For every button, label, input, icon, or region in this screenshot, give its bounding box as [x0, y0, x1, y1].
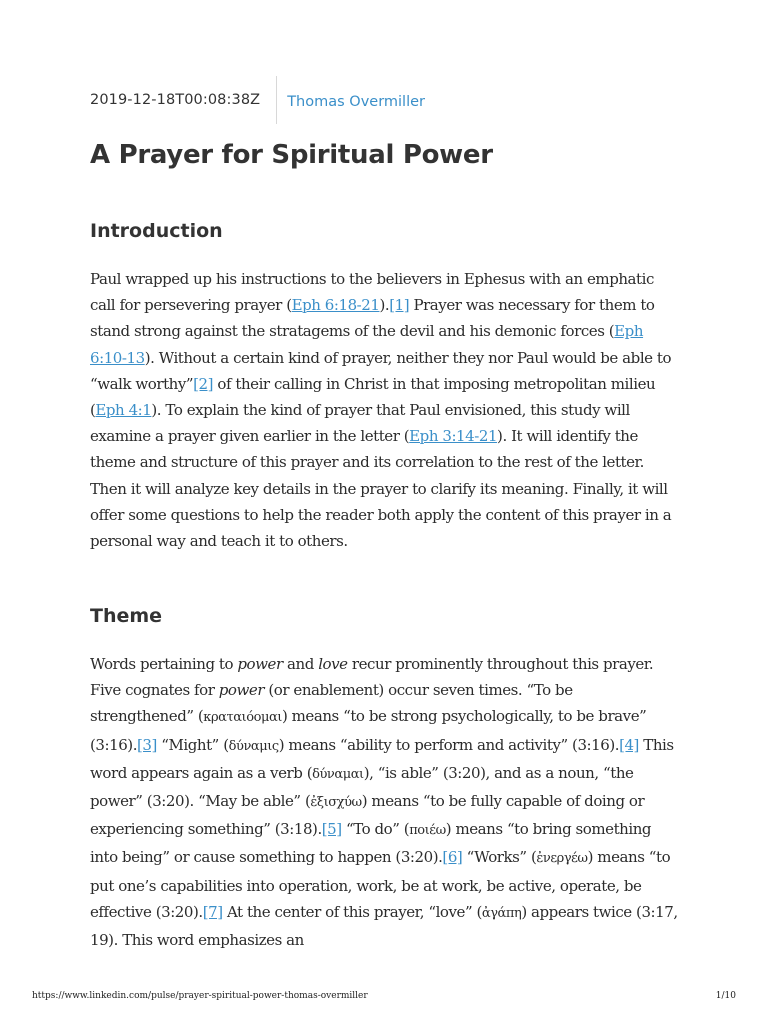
- footnote-link[interactable]: [1]: [389, 296, 410, 315]
- text-run: ). Without a certain kind of prayer, neither they nor Paul would be able to “walk worthy”: [90, 348, 672, 393]
- print-footer: [0, 991, 768, 1007]
- text-run: ). To explain the kind of prayer that Paul envisioned, this study will examine a prayer given earlier in the letter (: [90, 401, 630, 446]
- greek-term: ἐξισχύω: [310, 795, 362, 811]
- footnote-link[interactable]: [4]: [619, 735, 639, 754]
- text-run: ).: [379, 296, 390, 315]
- text-run: “To do” (: [341, 820, 410, 839]
- publish-date: 2019-12-18T00:08:38Z: [90, 92, 261, 108]
- paragraph-theme: [90, 651, 680, 953]
- text-run: “Works” (: [462, 848, 537, 867]
- text-run: Words pertaining to: [90, 655, 238, 673]
- text-run: ) appears twice (3:17, 19). This word emphasizes an: [90, 902, 678, 950]
- paragraph-introduction: [90, 266, 680, 554]
- text-run: ). It will identify the theme and structure of this prayer and its correlation to the rest of the letter. Then it will analyze key details in the prayer to clarify its meaning. Finally, it will offer some questions to help the reader both apply the content of this prayer in a personal way and teach it to others.: [90, 427, 672, 551]
- greek-term: κραταιόομαι: [203, 710, 282, 726]
- scripture-link[interactable]: Eph 3:14-21: [409, 427, 498, 446]
- text-run: ) means “to be fully capable of doing or experiencing something” (3:18).: [90, 792, 645, 839]
- greek-term: ἐνεργέω: [536, 851, 588, 867]
- author-link[interactable]: Thomas Overmiller: [287, 94, 425, 110]
- greek-term: δύναμαι: [312, 766, 364, 782]
- text-run: of their calling in Christ in that imposing metropolitan milieu (: [90, 374, 656, 420]
- text-run: ), “is able” (3:20), and as a noun, “the power” (3:20). “May be able” (: [90, 763, 634, 811]
- heading-introduction: Introduction: [90, 220, 223, 242]
- scripture-link[interactable]: Eph 6:10-13: [90, 322, 644, 367]
- footnote-link[interactable]: [2]: [193, 374, 214, 393]
- text-run: ) means “ability to perform and activity” (3:16).: [278, 735, 620, 754]
- emphasis: power: [237, 655, 283, 673]
- article-meta: [90, 76, 425, 124]
- text-run: This word appears again as a verb (: [90, 735, 674, 782]
- text-run: Prayer was necessary for them to stand strong against the stratagems of the devil and his demonic forces (: [90, 296, 655, 341]
- footnote-link[interactable]: [7]: [202, 902, 223, 921]
- footer-url: https://www.linkedin.com/pulse/prayer-spiritual-power-thomas-overmiller: [32, 991, 368, 1001]
- greek-term: ποιέω: [409, 823, 446, 839]
- text-run: ) means “to be strong psychologically, to be brave” (3:16).: [90, 707, 647, 754]
- emphasis: power: [218, 681, 265, 700]
- text-run: ) means “to put one’s capabilities into operation, work, be at work, be active, operate, be effective (3:20).: [90, 848, 671, 921]
- meta-divider: [276, 76, 277, 124]
- heading-theme: Theme: [90, 605, 163, 627]
- greek-term: ἀγάπη: [481, 905, 522, 921]
- scripture-link[interactable]: Eph 6:18-21: [291, 296, 380, 315]
- text-run: ) means “to bring something into being” or cause something to happen (3:20).: [90, 820, 652, 867]
- greek-term: δύναμις: [228, 738, 279, 754]
- text-run: recur prominently throughout this prayer. Five cognates for: [90, 655, 654, 700]
- footnote-link[interactable]: [3]: [137, 735, 157, 754]
- page-number: 1/10: [715, 991, 736, 1001]
- footnote-link[interactable]: [5]: [321, 820, 342, 839]
- text-run: and: [282, 655, 319, 673]
- scripture-link[interactable]: Eph 4:1: [95, 401, 152, 420]
- text-run: Paul wrapped up his instructions to the believers in Ephesus with an emphatic call for persevering prayer (: [90, 270, 654, 315]
- emphasis: love: [318, 655, 348, 673]
- text-run: (or enablement) occur seven times. “To be strengthened” (: [90, 681, 573, 726]
- text-run: At the center of this prayer, “love” (: [222, 902, 482, 921]
- text-run: “Might” (: [156, 735, 229, 754]
- footnote-link[interactable]: [6]: [442, 848, 463, 867]
- page-title: A Prayer for Spiritual Power: [90, 140, 493, 170]
